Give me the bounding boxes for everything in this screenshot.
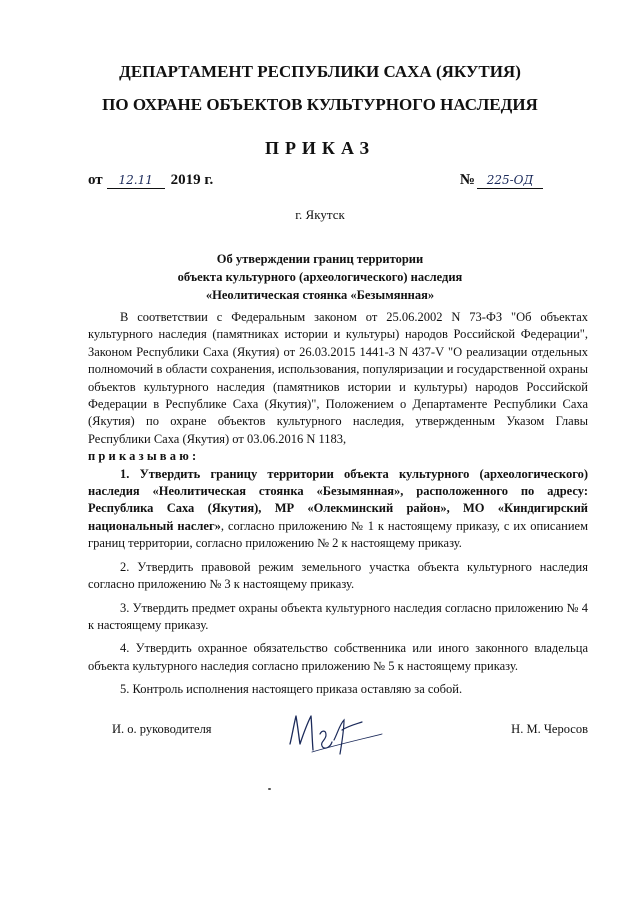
signer-name: Н. М. Черосов xyxy=(511,722,588,736)
city: г. Якутск xyxy=(295,207,345,222)
item-1-bold: 1. Утвердить границу территории объекта культурного (археологического) наследия «Неолитическая стоянка «Безымянная», расположенного по адресу: Республика Саха (Якутия), МР «Олекминский район», МО «Киндигирский национальный наслег» xyxy=(88,466,588,533)
scan-speck xyxy=(268,788,271,790)
order-date xyxy=(88,172,213,189)
order-body xyxy=(88,309,588,705)
item-1-rest: , согласно приложению № 1 к настоящему приказу, с их описанием границ территории, согласно приложению № 2 к настоящему приказу. xyxy=(88,518,588,551)
subject-line-3: «Неолитическая стоянка «Безымянная» xyxy=(205,288,435,302)
item-5: 5. Контроль исполнения настоящего приказа оставляю за собой. xyxy=(120,682,463,697)
date-year: 2019 г. xyxy=(170,172,214,188)
handwritten-date: 12.11 xyxy=(107,173,165,189)
preamble-paragraph xyxy=(88,309,588,448)
signer-role: И. о. руководителя xyxy=(112,722,212,736)
order-word-line xyxy=(88,448,588,465)
order-number xyxy=(460,172,543,189)
number-prefix: № xyxy=(459,172,475,188)
header-line-1: ДЕПАРТАМЕНТ РЕСПУБЛИКИ САХА (ЯКУТИЯ) xyxy=(119,62,521,81)
item-1 xyxy=(88,466,588,553)
handwritten-signature-icon xyxy=(282,710,392,760)
handwritten-number: 225-ОД xyxy=(477,173,543,189)
order-subject xyxy=(0,250,640,304)
date-number-row xyxy=(88,172,543,194)
item-4: 4. Утвердить охранное обязательство собственника или иного законного владельца объекта культурного наследия согласно приложению № 5 к настоящему приказу. xyxy=(88,641,588,673)
item-2: 2. Утвердить правовой режим земельного участка объекта культурного наследия согласно приложению № 3 к настоящему приказу. xyxy=(88,559,588,592)
preamble-text: В соответствии с Федеральным законом от 25.06.2002 N 73-ФЗ "Об объектах культурного наследия (памятниках истории и культуры) народов Российской Федерации", Законом Республики Саха (Якутия) от 26.03.2015 1441-З N 437-V "О реализации отдельных полномочий в области сохранения, использования, популяризации и государственной охраны объектов культурного наследия (памятников истории и культуры) народов Российской Федерации в Республике Саха (Якутия)", Положением о Департаменте Республики Саха (Якутия) по охране объектов культурного наследия, утвержденным Указом Главы Республики Саха (Якутия) от 03.06.2016 N 1183, xyxy=(88,310,588,446)
order-title: ПРИКАЗ xyxy=(264,138,376,158)
header-line-2: ПО ОХРАНЕ ОБЪЕКТОВ КУЛЬТУРНОГО НАСЛЕДИЯ xyxy=(102,95,538,114)
subject-line-1: Об утверждении границ территории xyxy=(216,252,424,266)
date-prefix: от xyxy=(88,172,103,188)
subject-line-2: объекта культурного (археологического) наследия xyxy=(177,270,463,284)
item-3: 3. Утвердить предмет охраны объекта культурного наследия согласно приложению № 4 к настоящему приказу. xyxy=(88,600,588,632)
signature-block xyxy=(112,722,588,762)
order-word: приказываю: xyxy=(88,449,200,464)
department-header xyxy=(0,55,640,121)
